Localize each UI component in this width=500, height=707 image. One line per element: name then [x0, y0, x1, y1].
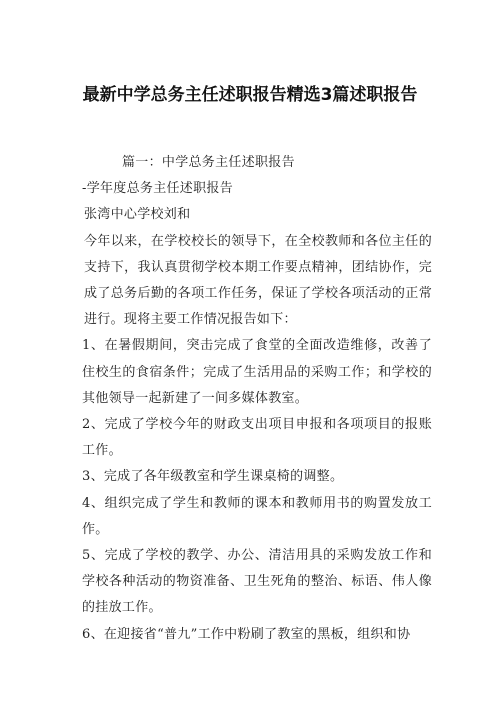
list-item: 4、组织完成了学生和教师的课本和教师用书的购置发放工作。	[82, 495, 432, 537]
section-heading: 篇一：中学总务主任述职报告	[122, 155, 295, 170]
intro-paragraph: 今年以来，在学校校长的领导下，在全校教师和各位主任的支持下，我认真贯彻学校本期工作要点精神，团结协作，完成了总务后勤的各项工作任务，保证了学校各项活动的正常进行。现将主要工作情况报告如下：	[84, 233, 432, 328]
list-item: 6、在迎接省“普九”工作中粉刷了教室的黑板，组织和协	[82, 626, 411, 642]
author-line: 张湾中心学校刘和	[84, 207, 191, 223]
list-item: 2、完成了学校今年的财政支出项目申报和各项项目的报账工作。	[82, 417, 432, 459]
report-subtitle: -学年度总务主任述职报告	[82, 181, 233, 197]
list-item: 3、完成了各年级教室和学生课桌椅的调整。	[82, 469, 344, 485]
document-title: 最新中学总务主任述职报告精选3篇述职报告	[82, 85, 418, 105]
list-item: 1、在暑假期间，突击完成了食堂的全面改造维修，改善了住校生的食宿条件；完成了生活用品的采购工作；和学校的其他领导一起新建了一间多媒体教室。	[82, 338, 432, 406]
document-body	[76, 150, 432, 648]
list-item: 5、完成了学校的教学、办公、清洁用具的采购发放工作和学校各种活动的物资准备、卫生死角的整治、标语、伟人像的挂放工作。	[82, 548, 432, 616]
